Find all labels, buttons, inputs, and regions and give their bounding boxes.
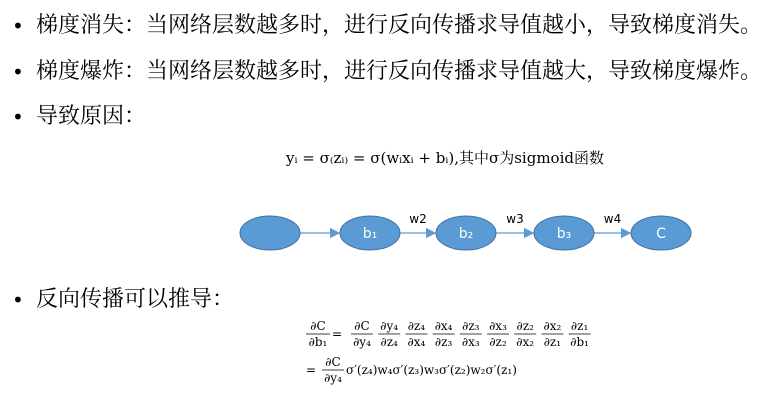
chain-term-5-denominator: ∂z₂ bbox=[489, 335, 507, 349]
chain-term-1-denominator: ∂z₄ bbox=[380, 335, 398, 349]
edge-b2-b3-label: w3 bbox=[506, 212, 524, 226]
chain-term-7-denominator: ∂z₁ bbox=[543, 335, 562, 349]
chain-term-0-numerator: ∂C bbox=[354, 319, 370, 333]
node-b1-label: b₁ bbox=[362, 226, 378, 242]
chain-term-3-denominator: ∂z₃ bbox=[434, 335, 453, 349]
chain-term-4-numerator: ∂z₃ bbox=[462, 319, 480, 333]
bullet-dot: • bbox=[12, 105, 24, 129]
sigmoid-formula: yᵢ = σ₍zᵢ₎ = σ(wᵢxᵢ + bᵢ),其中σ为sigmoid函数 bbox=[286, 149, 604, 167]
chain-term-7-numerator: ∂x₂ bbox=[543, 319, 562, 333]
edge-b1-b2-label: w2 bbox=[409, 212, 427, 226]
chain-term-0-denominator: ∂y₄ bbox=[353, 335, 371, 349]
chain-term-2-denominator: ∂x₄ bbox=[407, 335, 426, 349]
node-b3-label: b₃ bbox=[556, 226, 572, 242]
line2-fraction-numerator: ∂C bbox=[325, 355, 341, 369]
chain-term-3-numerator: ∂x₄ bbox=[434, 319, 453, 333]
line2-fraction-denominator: ∂y₄ bbox=[324, 371, 342, 385]
lhs-fraction-numerator: ∂C bbox=[310, 319, 326, 333]
bullet-dot: • bbox=[12, 288, 24, 312]
chain-term-6-denominator: ∂x₂ bbox=[516, 335, 535, 349]
equals-sign-2: = bbox=[305, 363, 317, 377]
line2-product: σ′(z₄)w₄σ′(z₃)w₃σ′(z₂)w₂σ′(z₁) bbox=[346, 363, 517, 377]
bullet-text: 反向传播可以推导： bbox=[36, 287, 235, 312]
bullet-text: 梯度爆炸：当网络层数越多时，进行反向传播求导值越大，导致梯度爆炸。 bbox=[36, 59, 763, 84]
chain-term-4-denominator: ∂x₃ bbox=[461, 335, 480, 349]
node-c-label: C bbox=[656, 226, 666, 242]
chain-term-8-numerator: ∂z₁ bbox=[570, 319, 589, 333]
chain-term-5-numerator: ∂x₃ bbox=[489, 319, 507, 333]
chain-term-6-numerator: ∂z₂ bbox=[516, 319, 534, 333]
bullet-dot: • bbox=[12, 14, 24, 38]
chain-term-2-numerator: ∂z₄ bbox=[407, 319, 426, 333]
chain-term-8-denominator: ∂b₁ bbox=[570, 335, 589, 349]
bullet-text: 导致原因： bbox=[36, 104, 147, 129]
equals-sign-1: = bbox=[331, 327, 343, 341]
bullet-dot: • bbox=[12, 60, 24, 84]
chain-term-1-numerator: ∂y₄ bbox=[380, 319, 399, 333]
node-b2-label: b₂ bbox=[458, 226, 474, 242]
edge-b3-c-label: w4 bbox=[603, 212, 622, 226]
lhs-fraction-denominator: ∂b₁ bbox=[308, 335, 328, 349]
bullet-text: 梯度消失：当网络层数越多时，进行反向传播求导值越小，导致梯度消失。 bbox=[36, 13, 763, 38]
